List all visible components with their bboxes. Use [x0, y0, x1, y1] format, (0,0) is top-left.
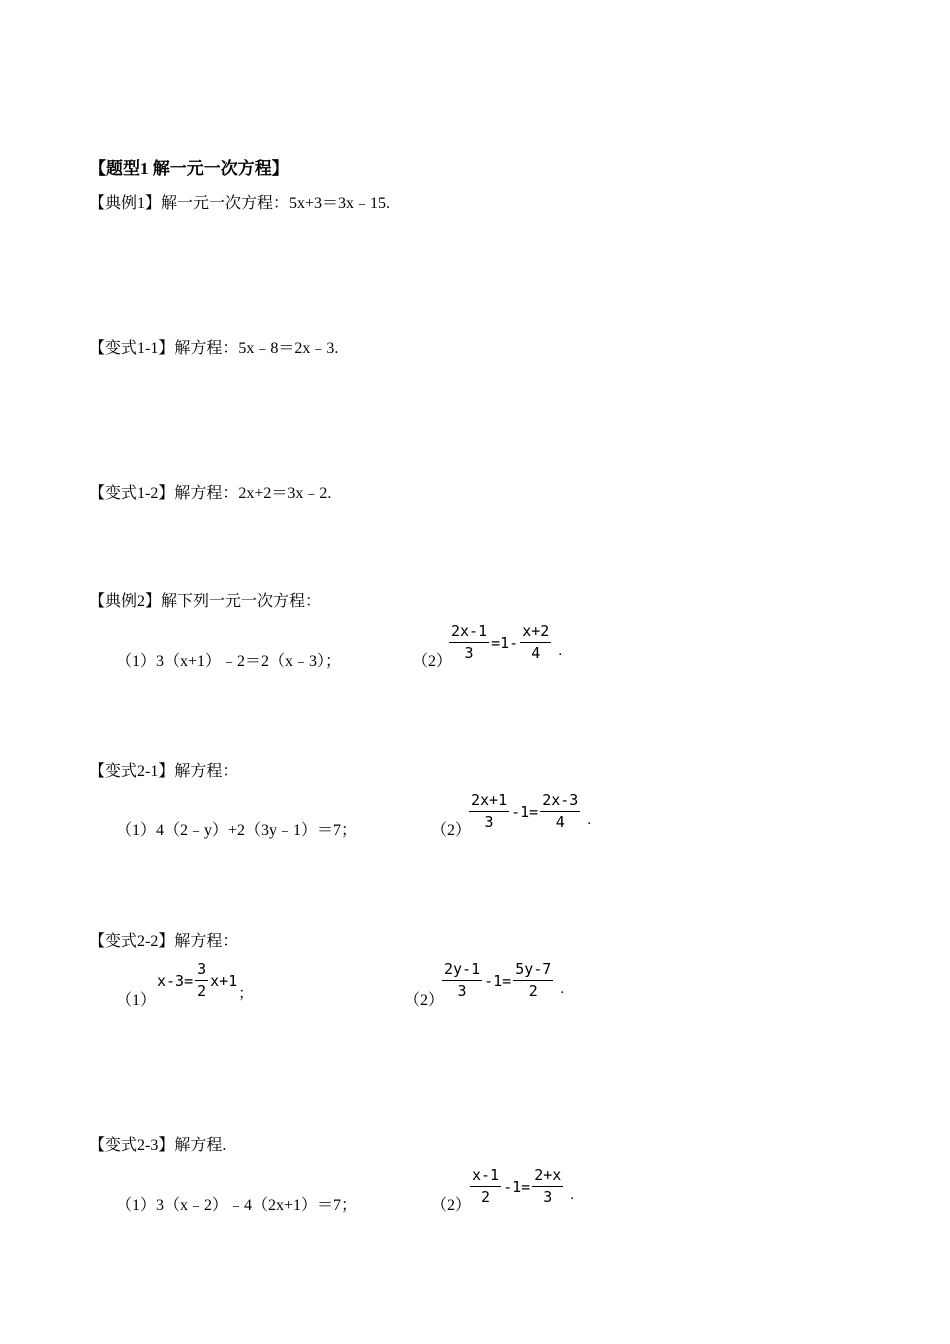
variant-2-1-part-1: （1）4（2﹣y）+2（3y﹣1）＝7； [116, 822, 358, 839]
example-2-part-2-equation [448, 623, 562, 662]
period: . [570, 1187, 575, 1203]
fraction-denominator: 3 [464, 644, 474, 662]
problem-text: 解方程： [174, 763, 239, 780]
semicolon: ； [238, 986, 254, 1002]
variant-2-1-part-2-equation [468, 792, 591, 831]
problem-label: 【变式2-1】 [89, 763, 175, 780]
period: . [587, 812, 592, 828]
variant-2-2-part-1-equation [156, 961, 253, 1000]
operator: -1= [511, 802, 539, 821]
fraction-denominator: 4 [531, 644, 541, 662]
variant-2-1 [89, 758, 238, 781]
problem-label: 【变式1-1】 [89, 340, 175, 357]
problem-label: 【变式2-3】 [89, 1137, 175, 1154]
fraction-denominator: 3 [457, 982, 467, 1000]
fraction-numerator: 5y-7 [513, 961, 553, 981]
problem-text: 解下列一元一次方程： [161, 593, 322, 610]
fraction-numerator: x-1 [470, 1167, 501, 1187]
fraction-numerator: 2x+1 [469, 792, 509, 812]
fraction-denominator: 3 [484, 813, 494, 831]
fraction-numerator: 2x-1 [449, 623, 489, 643]
operator: -1= [503, 1177, 531, 1196]
variant-2-2-part-1-label: （1） [116, 992, 157, 1009]
problem-label: 【典例1】 [89, 195, 162, 212]
problem-label: 【变式2-2】 [89, 933, 175, 950]
fraction-denominator: 4 [555, 813, 565, 831]
problem-text: 解方程： [174, 933, 239, 950]
problem-text: 解一元一次方程：5x+3＝3x﹣15. [161, 195, 391, 212]
fraction-numerator: x+2 [520, 623, 551, 643]
variant-2-2-part-2-equation [441, 961, 564, 1000]
example-2-part-1: （1）3（x+1）﹣2＝2（x﹣3）； [116, 653, 342, 670]
variant-2-2-part-2-label: （2） [404, 992, 445, 1009]
problem-text: 解方程：5x﹣8＝2x﹣3. [174, 340, 339, 357]
fraction-denominator: 2 [481, 1188, 491, 1206]
variant-1-2 [89, 480, 331, 503]
variant-2-3-part-2-label: （2） [431, 1197, 472, 1214]
expression: x-3= [157, 971, 194, 990]
example-2-part-2-label: （2） [412, 653, 453, 670]
section-title: 【题型1 解一元一次方程】 [89, 159, 289, 178]
problem-text: 解方程. [174, 1137, 227, 1154]
fraction-denominator: 3 [543, 1188, 553, 1206]
problem-label: 【变式1-2】 [89, 485, 175, 502]
variant-2-2 [89, 928, 238, 951]
fraction-denominator: 2 [528, 982, 538, 1000]
problem-text: 解方程：2x+2＝3x﹣2. [174, 485, 332, 502]
fraction-numerator: 3 [195, 961, 208, 981]
operator: -1= [484, 971, 512, 990]
expression: x+1 [210, 971, 238, 990]
fraction-denominator: 2 [197, 982, 207, 1000]
fraction-numerator: 2x-3 [540, 792, 580, 812]
variant-2-1-part-2-label: （2） [431, 822, 472, 839]
example-2 [89, 588, 321, 611]
fraction-numerator: 2y-1 [442, 961, 482, 981]
example-1 [89, 190, 390, 213]
variant-2-3 [89, 1132, 226, 1155]
variant-2-3-part-1: （1）3（x﹣2）﹣4（2x+1）＝7； [116, 1197, 358, 1214]
period: . [560, 981, 565, 997]
fraction-numerator: 2+x [532, 1167, 563, 1187]
operator: =1- [491, 633, 519, 652]
variant-2-3-part-2-equation [469, 1167, 574, 1206]
period: . [558, 643, 563, 659]
problem-label: 【典例2】 [89, 593, 162, 610]
variant-1-1 [89, 335, 338, 358]
